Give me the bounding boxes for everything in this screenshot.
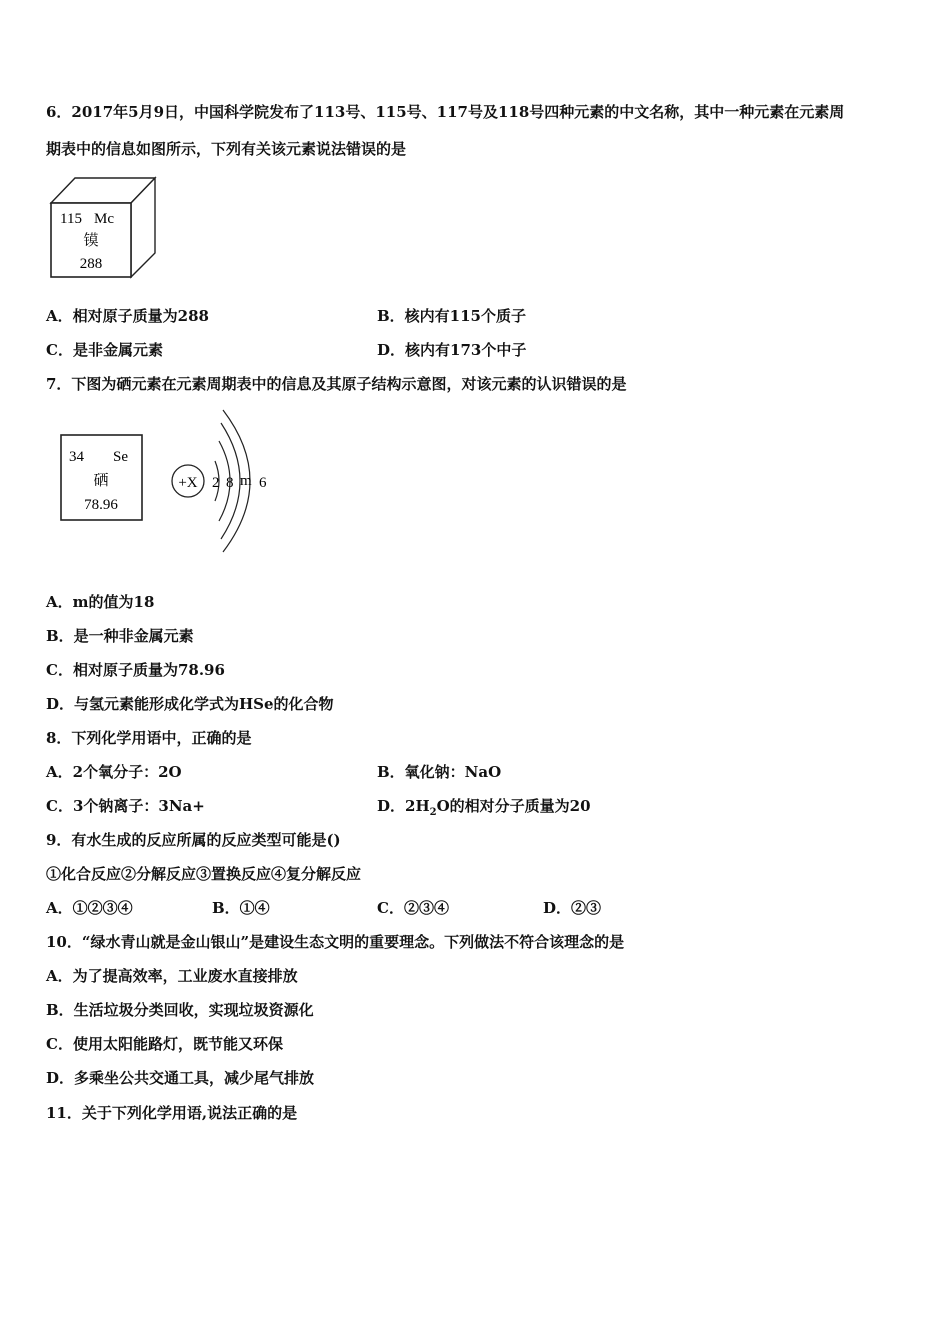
q7-option-b: B．是一种非金属元素 [46, 627, 194, 645]
q7-shell2-count: 8 [226, 475, 234, 491]
q6-option-b: B．核内有115个质子 [377, 307, 526, 325]
q9-option-c: C．②③④ [377, 899, 449, 917]
q7-element-symbol: Se [113, 449, 128, 465]
q8-option-d-prefix: D．2H [377, 797, 430, 815]
q8-option-a: A．2个氧分子：2O [46, 763, 182, 781]
q7-option-a: A．m的值为18 [46, 593, 155, 611]
q8-stem: 8．下列化学用语中，正确的是 [46, 729, 252, 747]
q8-option-d-subscript: 2 [429, 807, 437, 818]
q7-element-name: 硒 [93, 473, 109, 489]
q10-stem: 10．“绿水青山就是金山银山”是建设生态文明的重要理念。下列做法不符合该理念的是 [46, 933, 625, 951]
q7-shell4-count: 6 [259, 475, 267, 491]
q8-option-b: B．氧化钠：NaO [377, 763, 502, 781]
q9-option-a: A．①②③④ [46, 899, 133, 917]
q6-option-d: D．核内有173个中子 [377, 341, 527, 359]
q6-stem-line1: 6．2017年5月9日，中国科学院发布了113号、115号、117号及118号四种元素的中文名称，其中一种元素在元素周 [46, 103, 845, 121]
q11-stem: 11．关于下列化学用语,说法正确的是 [46, 1104, 298, 1122]
q7-stem: 7．下图为硒元素在元素周期表中的信息及其原子结构示意图，对该元素的认识错误的是 [46, 375, 627, 393]
q10-option-c: C．使用太阳能路灯，既节能又环保 [46, 1035, 283, 1053]
q10-option-a: A．为了提高效率，工业废水直接排放 [46, 967, 298, 985]
q7-element-mass: 78.96 [84, 497, 118, 513]
q10-option-d: D．多乘坐公共交通工具，减少尾气排放 [46, 1069, 315, 1087]
q6-option-a: A．相对原子质量为288 [46, 307, 209, 325]
q7-element-number: 34 [69, 449, 84, 465]
q8-option-d [377, 796, 591, 823]
q6-element-cube [48, 175, 158, 281]
q9-option-d: D．②③ [543, 899, 602, 917]
q8-option-d-suffix: O的相对分子质量为20 [436, 797, 591, 815]
q9-list: ①化合反应②分解反应③置换反应④复分解反应 [46, 865, 362, 883]
q9-option-b: B．①④ [212, 899, 270, 917]
q6-element-number: 115 [60, 211, 82, 227]
q9-stem: 9．有水生成的反应所属的反应类型可能是() [46, 831, 341, 849]
q8-option-c: C．3个钠离子：3Na+ [46, 797, 205, 815]
q7-option-d: D．与氢元素能形成化学式为HSe的化合物 [46, 695, 334, 713]
q7-shell3-count: m [240, 473, 252, 489]
q7-figure [55, 405, 285, 555]
q6-element-symbol: Mc [94, 211, 114, 227]
q6-stem-line2: 期表中的信息如图所示，下列有关该元素说法错误的是 [46, 140, 407, 158]
q7-option-c: C．相对原子质量为78.96 [46, 661, 225, 679]
q7-shell1-count: 2 [212, 475, 220, 491]
q10-option-b: B．生活垃圾分类回收，实现垃圾资源化 [46, 1001, 314, 1019]
q6-option-c: C．是非金属元素 [46, 341, 163, 359]
q6-element-name: 镆 [83, 233, 99, 249]
q6-element-mass: 288 [79, 256, 103, 272]
q7-nucleus-label: +X [178, 475, 198, 491]
